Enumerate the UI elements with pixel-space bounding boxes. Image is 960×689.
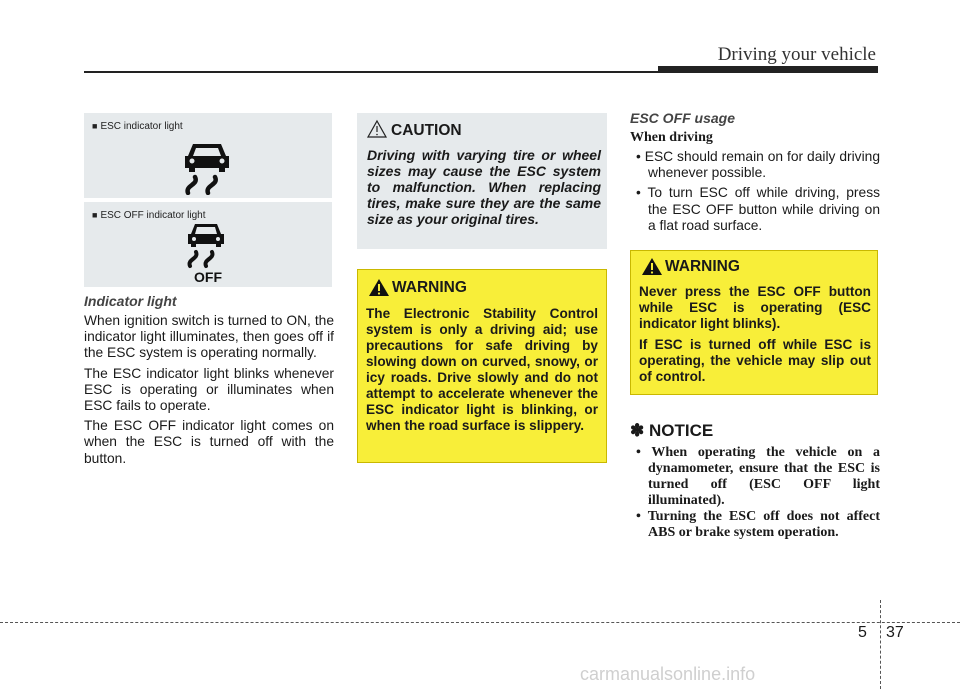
square-bullet-icon: ■ [92,210,98,220]
esc-indicator-caption [92,121,183,132]
warning-text: The Electronic Stability Control system is only a driving aid; use precautions for safe driving by slowing down on curved, snowy, or icy roads. Drive slowly and do not attempt to accelerate whenever the ESC indicator light is blinking, or when the road surface is slippery. [366,306,598,433]
esc-off-usage-heading: ESC OFF usage [630,110,736,126]
list-item-text: Turning the ESC off does not affect ABS or brake system operation. [647,509,881,540]
list-item-text: ESC should remain on for daily driving whenever possible. [644,149,880,181]
warning-box-esc-off [630,250,878,395]
list-item: • When operating the vehicle on a dynamometer, ensure that the ESC is turned off (ESC OFF light illuminated). [636,445,880,508]
paragraph: When ignition switch is turned to ON, the indicator light illuminates, then goes off if the ESC system is operating normally. [84,313,334,361]
header-title: Driving your vehicle [717,44,876,65]
warning-box-stability [357,269,607,463]
caution-title-text: CAUTION [391,122,462,139]
warning-paragraph: Never press the ESC OFF button while ESC is operating (ESC indicator light blinks). [639,284,871,331]
header-rule-accent [658,66,878,72]
caution-title [367,119,462,139]
esc-off-usage-section [630,110,880,238]
section-number: 5 [858,624,867,641]
page-number: 37 [886,624,904,641]
esc-car-skid-icon [184,139,234,195]
indicator-light-heading: Indicator light [84,293,177,309]
caption-text: ESC OFF indicator light [100,210,206,221]
list-item-text: When operating the vehicle on a dynamometer, ensure that the ESC is turned off (ESC OFF light illuminated). [648,445,880,508]
watermark: carmanualsonline.info [580,664,756,684]
warning-title [366,276,467,296]
warning-title-text: WARNING [665,258,740,275]
caution-box [357,113,607,249]
esc-off-indicator-panel [84,202,332,287]
esc-indicator-panel [84,113,332,198]
list-item: • ESC should remain on for daily driving whenever possible. [636,149,880,181]
indicator-light-section [84,293,334,471]
off-label: OFF [194,269,222,285]
notice-title: ✽ NOTICE [630,421,714,440]
warning-paragraph: If ESC is turned off while ESC is operating, the vehicle may slip out of control. [639,337,871,384]
warning-title-text: WARNING [392,279,467,296]
caution-text: Driving with varying tire or wheel sizes may cause the ESC system to malfunction. When replacing tires, make sure they are the same size as your original tires. [367,147,601,227]
caption-text: ESC indicator light [100,121,183,132]
footer-divider [880,600,881,689]
list-item: • Turning the ESC off does not affect ABS or brake system operation. [636,509,881,540]
square-bullet-icon: ■ [92,121,98,131]
paragraph: The ESC OFF indicator light comes on when the ESC is turned off with the button. [84,418,334,466]
footer-rule [0,622,960,623]
paragraph: The ESC indicator light blinks whenever ESC is operating or illuminates when ESC fails to operate. [84,365,334,414]
list-item: • To turn ESC off while driving, press the ESC OFF button while driving on a flat road surface. [636,185,880,233]
notice-section [630,421,880,541]
esc-off-car-skid-icon [184,221,234,285]
list-item-text: To turn ESC off while driving, press the ESC OFF button while driving on a flat road surface. [647,185,880,233]
esc-off-indicator-caption [92,210,205,221]
warning-text [639,284,871,385]
when-driving-subheading: When driving [630,130,713,145]
warning-title [639,255,740,275]
